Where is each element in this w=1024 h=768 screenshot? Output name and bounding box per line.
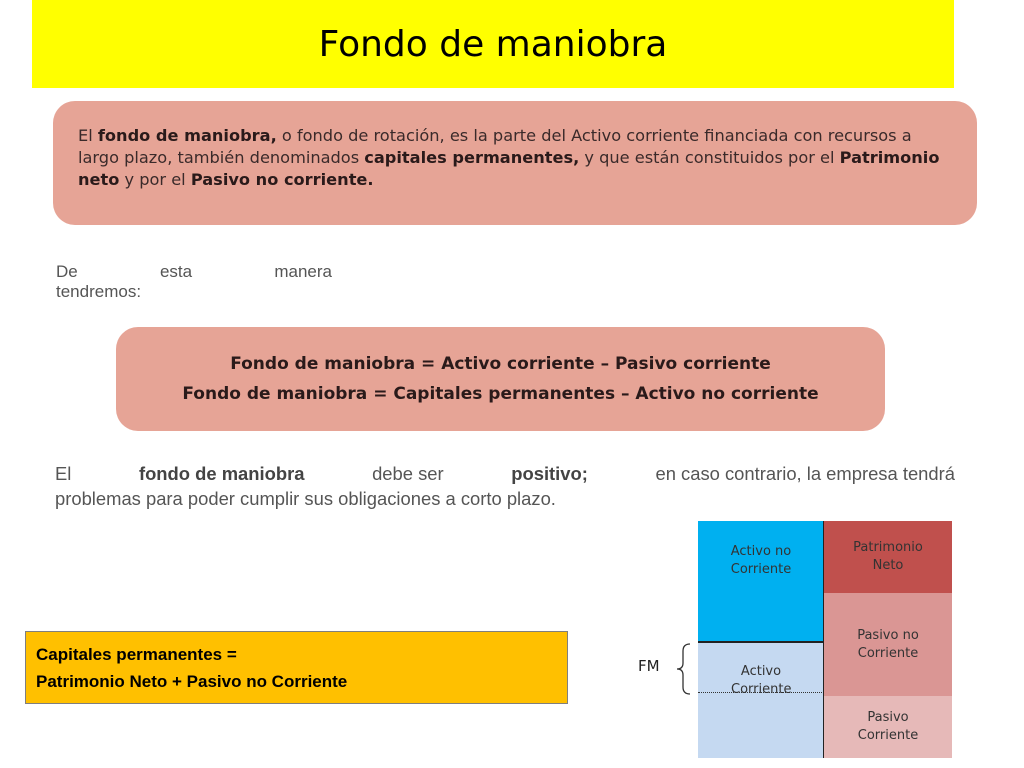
fm-label: FM: [638, 657, 660, 675]
positive-paragraph: [55, 461, 955, 511]
pos-line-2: problemas para poder cumplir sus obligaciones a corto plazo.: [55, 488, 556, 509]
intro-text: [56, 262, 356, 302]
def-text-2: o fondo de rotación, es la parte del Activo corriente financiada con recursos a largo plazo, también denominados: [78, 126, 912, 167]
page-title: Fondo de maniobra: [318, 23, 668, 65]
pasivo-no-corriente-label: Pasivo no Corriente: [857, 627, 919, 661]
intro-word-2: esta: [159, 262, 193, 281]
patrimonio-neto-cell: [824, 521, 952, 593]
definition-box: [53, 101, 977, 225]
def-bold-patrimonio: Patrimonio neto: [78, 148, 940, 189]
pasivo-corriente-cell: [824, 696, 952, 758]
title-bar: [32, 0, 954, 88]
activo-corriente-cell: [698, 641, 824, 758]
pasivo-corriente-label: Pasivo Corriente: [857, 710, 919, 743]
patrimonio-neto-label: Patrimonio Neto: [853, 540, 923, 573]
activo-corriente-text: Activo Corriente: [731, 664, 792, 697]
formula-2: Fondo de maniobra = Capitales permanentes – Activo no corriente: [182, 384, 819, 404]
intro-word-3: manera: [274, 262, 332, 281]
activo-no-corriente-label: Activo no Corriente: [730, 544, 792, 577]
pos-bold-positivo: positivo;: [511, 463, 588, 484]
capitales-box: [25, 631, 568, 704]
formula-1: Fondo de maniobra = Activo corriente – Pasivo corriente: [230, 354, 771, 374]
intro-word-4: tendremos:: [56, 282, 142, 301]
intro-word-1: De: [56, 262, 78, 281]
activo-corriente-label: [698, 663, 824, 699]
activo-no-corriente-cell: [698, 521, 824, 641]
pasivo-no-corriente-cell: [824, 593, 952, 696]
pos-t2: debe ser: [372, 463, 444, 484]
center-divider: [823, 521, 824, 758]
def-bold-capitales: capitales permanentes,: [364, 148, 580, 167]
def-bold-pasivo: Pasivo no corriente.: [190, 170, 374, 189]
def-text-4: y por el: [119, 170, 191, 189]
capitales-line-1: Capitales permanentes =: [36, 645, 237, 664]
formula-box: [116, 327, 885, 431]
def-text-1: El: [78, 126, 98, 145]
def-bold-fondo: fondo de maniobra,: [97, 126, 277, 145]
balance-diagram: [698, 521, 952, 758]
pos-bold-fondo: fondo de maniobra: [138, 463, 305, 484]
pos-t3: en caso contrario, la empresa tendrá: [655, 463, 955, 484]
pos-t1: El: [55, 463, 72, 484]
def-text-3: y que están constituidos por el: [579, 148, 840, 167]
capitales-line-2: Patrimonio Neto + Pasivo no Corriente: [36, 672, 348, 691]
fm-brace-icon: [676, 643, 692, 695]
